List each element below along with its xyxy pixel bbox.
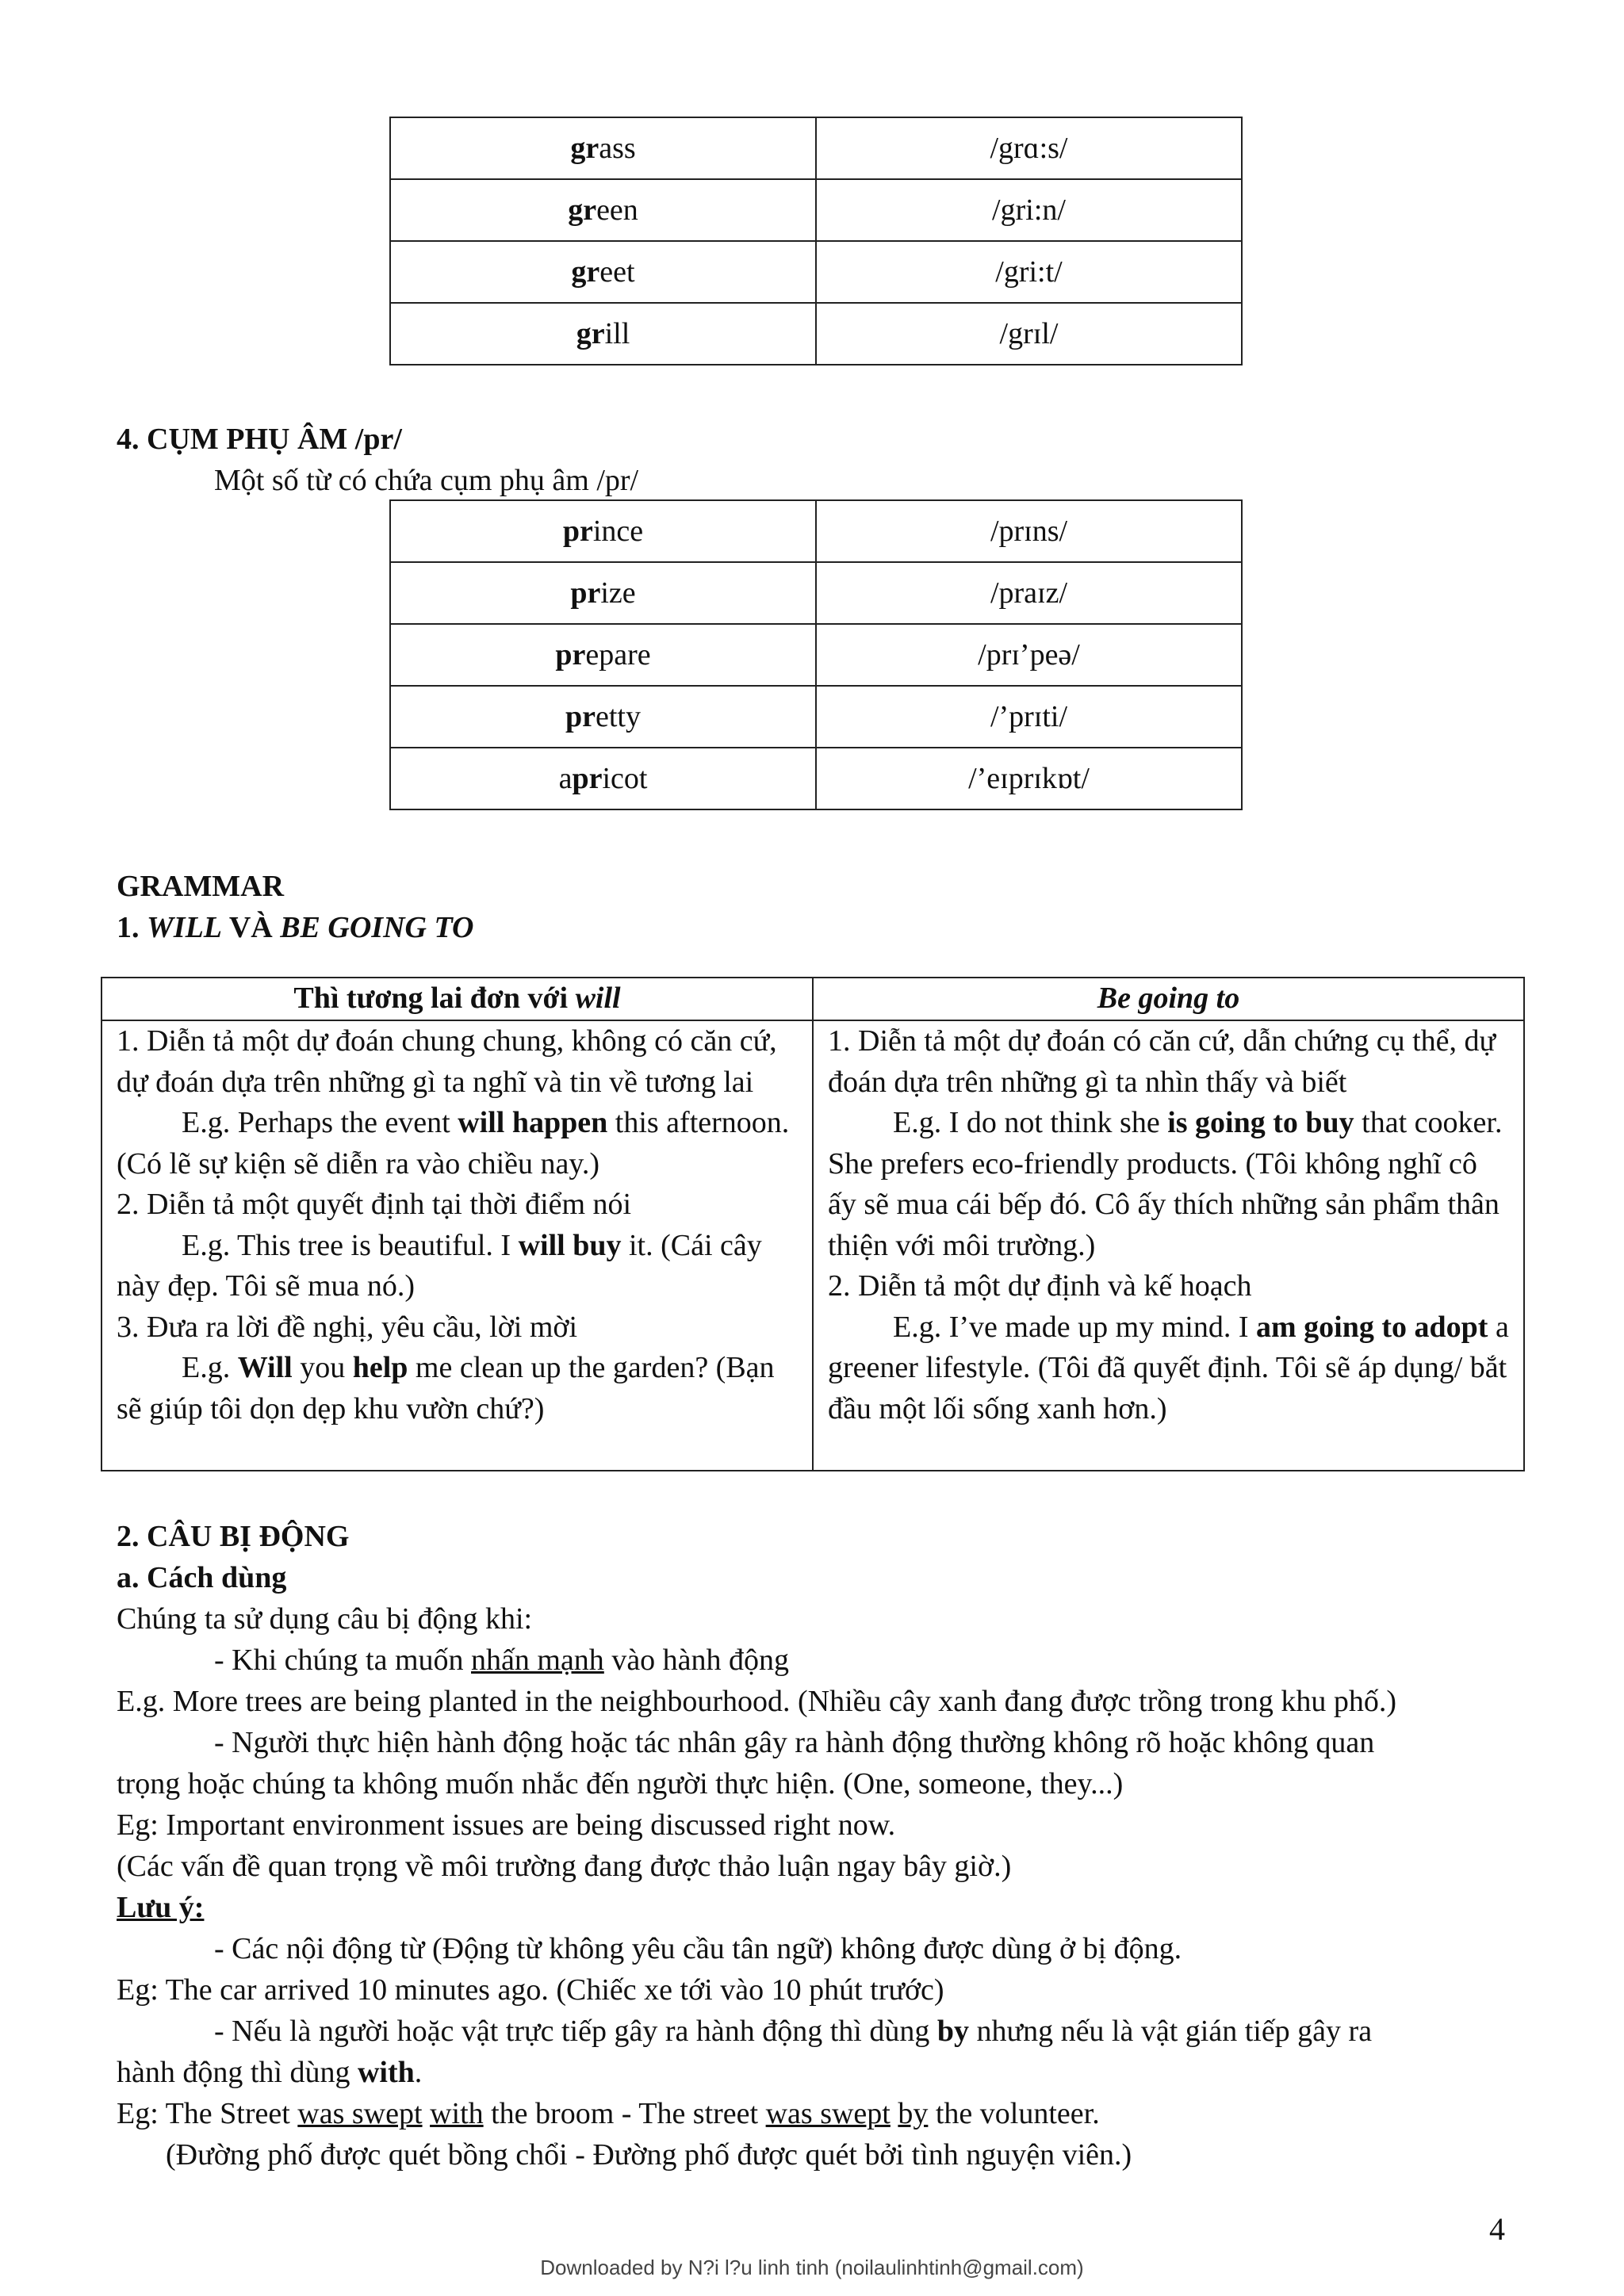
word-cell: [390, 179, 816, 241]
word-rest: epare: [585, 638, 651, 672]
word-cell: [390, 241, 816, 303]
word-cell: [390, 748, 816, 809]
bgt-usage-2: 2. Diễn tả một dự định và kế hoạch: [828, 1269, 1252, 1303]
text: vào hành động: [603, 1644, 790, 1677]
example-text: it. (Cái cây này đẹp. Tôi sẽ mua nó.): [117, 1228, 762, 1303]
will-example-3: [117, 1351, 775, 1425]
text: [423, 2097, 431, 2130]
section-4-title: 4. CỤM PHỤ ÂM /pr/: [117, 423, 402, 456]
example-text: E.g. Perhaps the event: [182, 1106, 458, 1139]
passive-line: (Các vấn đề quan trọng về môi trường đang được thảo luận ngay bây giờ.): [117, 1850, 1012, 1883]
will-usage-cell: [102, 1020, 813, 1471]
example-bold: is going to buy: [1167, 1106, 1354, 1139]
ipa-cell: /praɪz/: [816, 562, 1242, 624]
word-cell: [390, 500, 816, 562]
cluster-letters: gr: [576, 317, 605, 350]
cluster-letters: pr: [572, 762, 603, 795]
pr-words-table: [389, 499, 1243, 810]
table-row: [390, 748, 1242, 809]
underlined-text: with: [430, 2097, 484, 2130]
table-row: [390, 179, 1242, 241]
passive-line: trọng hoặc chúng ta không muốn nhắc đến người thực hiện. (One, someone, they...): [117, 1767, 1124, 1800]
grammar-section-1-title: [117, 907, 473, 948]
passive-line: - Người thực hiện hành động hoặc tác nhân gây ra hành động thường không rõ hoặc không quan: [214, 1726, 1375, 1759]
will-usage-3: 3. Đưa ra lời đề nghị, yêu cầu, lời mời: [117, 1310, 578, 1344]
will-usage-2: 2. Diễn tả một quyết định tại thời điểm nói: [117, 1188, 632, 1221]
text: - Nếu là người hoặc vật trực tiếp gây ra hành động thì dùng: [214, 2015, 937, 2048]
ipa-cell: /prɪns/: [816, 500, 1242, 562]
example-bold: help: [352, 1351, 408, 1384]
section-4-intro: Một số từ có chứa cụm phụ âm /pr/: [214, 464, 639, 497]
underlined-text: was swept: [765, 2097, 891, 2130]
table-row: [390, 624, 1242, 686]
example-text: E.g. I do not think she: [893, 1106, 1168, 1139]
text: hành động thì dùng: [117, 2056, 358, 2089]
cluster-letters: gr: [568, 193, 597, 227]
ipa-cell: /gri:n/: [816, 179, 1242, 241]
will-vs-be-going-to-table: [101, 977, 1525, 1471]
word-rest: ince: [592, 515, 644, 548]
passive-line: [214, 1640, 789, 1681]
example-bold: am going to adopt: [1256, 1310, 1488, 1344]
ipa-cell: /prɪ’peə/: [816, 624, 1242, 686]
ipa-cell: /’eɪprɪkɒt/: [816, 748, 1242, 809]
download-footer: Downloaded by N?i l?u linh tinh (noilaulinhtinh@gmail.com): [540, 2256, 1084, 2279]
table-row: [390, 500, 1242, 562]
passive-line: [214, 2011, 1372, 2052]
bgt-example-1: [828, 1106, 1502, 1262]
example-text: this afternoon. (Có lẽ sự kiện sẽ diễn ra vào chiều nay.): [117, 1106, 790, 1181]
cluster-letters: pr: [555, 638, 586, 672]
note-text: Lưu ý:: [117, 1891, 205, 1924]
text: .: [414, 2056, 423, 2089]
passive-line: Eg: The car arrived 10 minutes ago. (Chiếc xe tới vào 10 phút trước): [117, 1973, 944, 2007]
ipa-cell: /grɑ:s/: [816, 117, 1242, 179]
be-going-to-usage-cell: [813, 1020, 1524, 1471]
ipa-cell: /grɪl/: [816, 303, 1242, 365]
word-cell: [390, 117, 816, 179]
bgt-example-2: [828, 1311, 1509, 1425]
word-cell: [390, 562, 816, 624]
header-be-going-to-text: Be going to: [1097, 982, 1240, 1015]
table-row: [390, 686, 1242, 748]
cluster-letters: pr: [565, 700, 596, 733]
underlined-text: nhấn mạnh: [471, 1644, 604, 1677]
word-cell: [390, 686, 816, 748]
passive-title: 2. CÂU BỊ ĐỘNG: [117, 1520, 350, 1553]
word-rest: een: [596, 193, 638, 227]
word-cell: [390, 303, 816, 365]
example-text: a greener lifestyle. (Tôi đã quyết định. Tôi sẽ áp dụng/ bắt đầu một lối sống xanh hơn.): [828, 1310, 1509, 1425]
example-text: you: [292, 1351, 353, 1384]
text: [891, 2097, 898, 2130]
word-rest: eet: [599, 255, 635, 289]
page-number: 4: [1489, 2211, 1505, 2247]
bold-text: by: [936, 2015, 969, 2048]
word-rest: ize: [600, 576, 636, 610]
underlined-text: was swept: [297, 2097, 423, 2130]
be-going-to-term: BE GOING TO: [280, 911, 474, 944]
passive-subtitle: a. Cách dùng: [117, 1561, 287, 1594]
cluster-letters: pr: [570, 576, 601, 610]
passive-line: Eg: Important environment issues are being discussed right now.: [117, 1808, 896, 1842]
word-cell: [390, 624, 816, 686]
text: - Khi chúng ta muốn: [214, 1644, 472, 1677]
example-text: E.g.: [182, 1351, 238, 1384]
word-rest: ill: [604, 317, 630, 350]
text: the broom - The street: [483, 2097, 766, 2130]
word-rest: ass: [599, 132, 636, 165]
example-text: that cooker. She prefers eco-friendly products. (Tôi không nghĩ cô ấy sẽ mua cái bếp đó. Cô ấy thích những sản phẩm thân thiện với môi trường.): [828, 1106, 1503, 1262]
word-prefix: a: [558, 762, 573, 795]
text: Eg: The Street: [117, 2097, 298, 2130]
example-text: E.g. This tree is beautiful. I: [182, 1228, 519, 1262]
text: nhưng nếu là vật gián tiếp gây ra: [968, 2015, 1373, 2048]
ipa-cell: /’prɪti/: [816, 686, 1242, 748]
will-example-2: [117, 1229, 762, 1303]
table-row: [390, 303, 1242, 365]
example-text: E.g. I’ve made up my mind. I: [893, 1310, 1257, 1344]
will-example-1: [117, 1106, 789, 1181]
cluster-letters: pr: [562, 515, 593, 548]
word-rest: etty: [596, 700, 641, 733]
bgt-usage-1: 1. Diễn tả một dự đoán có căn cứ, dẫn chứng cụ thể, dự đoán dựa trên những gì ta nhìn thấy và biết: [828, 1024, 1496, 1099]
grammar-heading: GRAMMAR: [117, 870, 285, 903]
cluster-letters: gr: [570, 132, 599, 165]
text: the volunteer.: [928, 2097, 1100, 2130]
table-row: [390, 241, 1242, 303]
passive-line: [117, 2093, 1100, 2134]
word-rest: icot: [602, 762, 648, 795]
section-number: 1.: [117, 911, 147, 944]
note-label: [117, 1887, 204, 1928]
gr-words-table: [389, 117, 1243, 365]
table-row: [390, 562, 1242, 624]
bold-text: with: [357, 2056, 415, 2089]
passive-line: - Các nội động từ (Động từ không yêu cầu tân ngữ) không được dùng ở bị động.: [214, 1932, 1182, 1965]
passive-line: E.g. More trees are being planted in the neighbourhood. (Nhiều cây xanh đang được trồng trong khu phố.): [117, 1685, 1397, 1718]
example-text: me clean up the garden? (Bạn sẽ giúp tôi dọn dẹp khu vườn chứ?): [117, 1351, 775, 1425]
will-usage-1: 1. Diễn tả một dự đoán chung chung, không có căn cứ, dự đoán dựa trên những gì ta nghĩ và tin về tương lai: [117, 1024, 777, 1099]
header-will: [102, 978, 813, 1020]
example-bold: will buy: [518, 1228, 622, 1262]
underlined-text: by: [898, 2097, 929, 2130]
table-row: [390, 117, 1242, 179]
header-be-going-to: [813, 978, 1524, 1020]
will-term: WILL: [147, 911, 222, 944]
passive-line: (Đường phố được quét bồng chổi - Đường phố được quét bởi tình nguyện viên.): [166, 2138, 1132, 2172]
passive-line: [117, 2052, 422, 2093]
ipa-cell: /gri:t/: [816, 241, 1242, 303]
header-will-text: Thì tương lai đơn với: [293, 982, 576, 1015]
example-bold: will happen: [458, 1106, 608, 1139]
passive-line: Chúng ta sử dụng câu bị động khi:: [117, 1602, 533, 1636]
example-bold: Will: [237, 1351, 293, 1384]
cluster-letters: gr: [571, 255, 600, 289]
header-will-term: will: [575, 982, 621, 1015]
and-word: VÀ: [222, 911, 281, 944]
